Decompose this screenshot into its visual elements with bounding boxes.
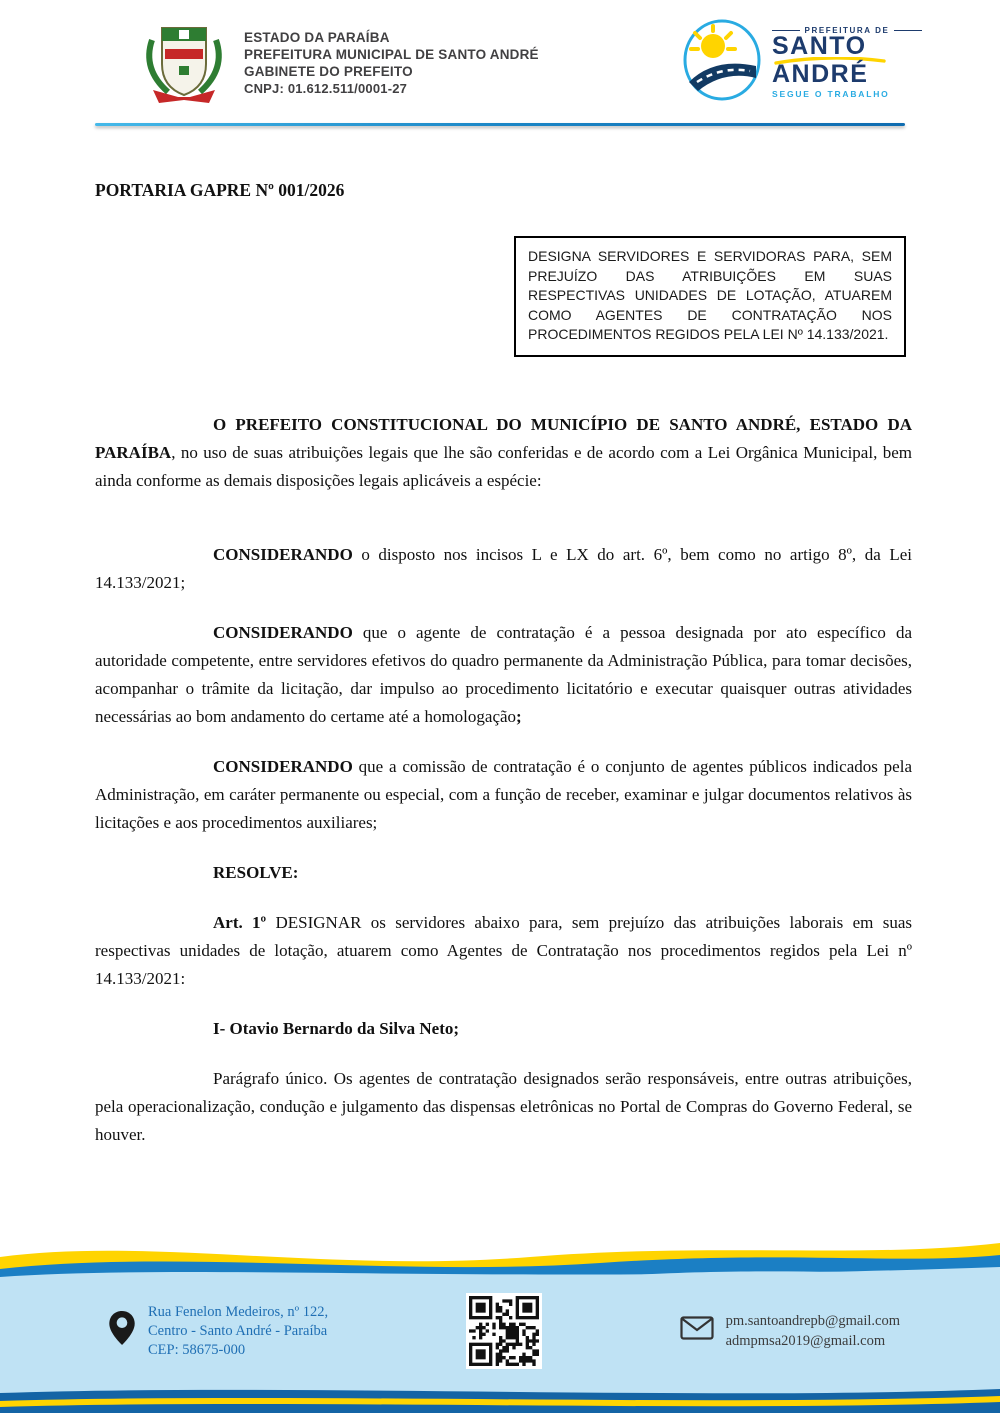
footer-contact-bar [0,1285,1000,1383]
summary-box: DESIGNA SERVIDORES E SERVIDORAS PARA, SEM PREJUÍZO DAS ATRIBUIÇÕES EM SUAS RESPECTIVAS UNIDADES DE LOTAÇÃO, ATUAREM COMO AGENTES DE CONTRATAÇÃO NOS PROCEDIMENTOS REGIDOS PELA LEI Nº 14.133/2021. [514,236,906,357]
paragraph-considerando-3 [95,753,912,837]
paragraph-unico [95,1065,912,1149]
document-title: PORTARIA GAPRE Nº 001/2026 [95,180,345,200]
brand-rule-left [772,30,800,31]
coat-of-arms-icon [138,14,230,111]
paragraph-lead: CONSIDERANDO [213,756,353,776]
paragraph-lead: CONSIDERANDO [213,622,353,642]
paragraph-text: DESIGNAR os servidores abaixo para, sem prejuízo das atribuições laborais em suas respectivas unidades de lotação, atuarem como Agentes de Contratação nos procedimentos regidos pela Lei nº 14.133/2021: [95,912,912,988]
brand-rule-right [894,30,922,31]
letterhead [0,0,1000,115]
org-office: GABINETE DO PREFEITO [244,63,413,79]
footer-wave-decoration [0,1233,1000,1285]
paragraph-lead: Art. 1º [213,912,267,932]
sun-road-icon [682,19,762,106]
paragraph-preamble [95,411,912,495]
paragraph-text: Parágrafo único. Os agentes de contratação designados serão responsáveis, entre outras atribuições, pela operacionalização, condução e julgamento das dispensas eletrônicas no Portal de Compras do Governo Federal, se houver. [95,1068,912,1144]
paragraph-text: , no uso de suas atribuições legais que lhe são conferidas e de acordo com a Lei Orgânica Municipal, bem ainda conforme as demais disposições legais aplicáveis a espécie: [95,442,912,490]
org-cnpj: CNPJ: 01.612.511/0001-27 [244,80,408,96]
brand-name-line1: SANTO [772,32,867,60]
paragraph-lead: O PREFEITO CONSTITUCIONAL DO MUNICÍPIO DE SANTO ANDRÉ, ESTADO DA PARAÍBA [95,414,912,462]
email-line-2: admpmsa2019@gmail.com [725,1333,886,1349]
brand-slogan: SEGUE O TRABALHO [772,89,890,99]
address-lines [148,1303,328,1360]
footer-bottom-stripe [0,1383,1000,1413]
org-state: ESTADO DA PARAÍBA [244,29,390,45]
org-header [244,29,539,97]
brand-text [772,26,922,99]
address-line-city: Centro - Santo André - Paraíba [148,1322,328,1339]
envelope-icon [680,1316,714,1346]
email-block [680,1311,900,1351]
paragraph-text: que a comissão de contratação é o conjunto de agentes públicos indicados pela Administração, em caráter permanente ou especial, com a função de receber, examinar e julgar documentos relativos às licitações e aos procedimentos auxiliares; [95,756,912,832]
paragraph-text: o disposto nos incisos L e LX do art. 6º, bem como no artigo 8º, da Lei 14.133/2021; [95,544,912,592]
address-line-cep: CEP: 58675-000 [148,1341,246,1358]
city-brand-logo [682,19,922,106]
paragraph-lead: I- Otavio Bernardo da Silva Neto; [213,1018,460,1038]
letterhead-left [138,14,539,111]
org-municipality: PREFEITURA MUNICIPAL DE SANTO ANDRÉ [244,46,539,62]
paragraph-item-1 [213,1015,912,1043]
footer [0,1233,1000,1413]
brand-name-line2: ANDRÉ [772,60,869,88]
paragraph-tail: ; [516,706,522,726]
paragraph-considerando-1 [95,541,912,597]
email-lines [726,1311,900,1351]
qr-code [466,1293,542,1369]
paragraph-considerando-2 [95,619,912,731]
paragraph-resolve [213,859,912,887]
document-body [0,176,1000,1149]
address-line-street: Rua Fenelon Medeiros, nº 122, [148,1303,329,1320]
header-divider [95,123,905,126]
paragraph-lead: RESOLVE: [213,862,299,882]
paragraph-lead: CONSIDERANDO [213,544,353,564]
paragraph-art-1 [95,909,912,993]
brand-top-text: PREFEITURA DE [804,26,890,35]
email-line-1: pm.santoandrepb@gmail.com [725,1313,900,1329]
address-block [108,1303,328,1360]
paragraph-text: que o agente de contratação é a pessoa designada por ato específico da autoridade competente, entre servidores efetivos do quadro permanente da Administração Pública, para tomar decisões, acompanhar o trâmite da licitação, dar impulso ao procedimento licitatório e executar quaisquer outras atividades necessárias ao bom andamento do certame até a homologação [95,622,912,726]
location-pin-icon [108,1310,136,1352]
